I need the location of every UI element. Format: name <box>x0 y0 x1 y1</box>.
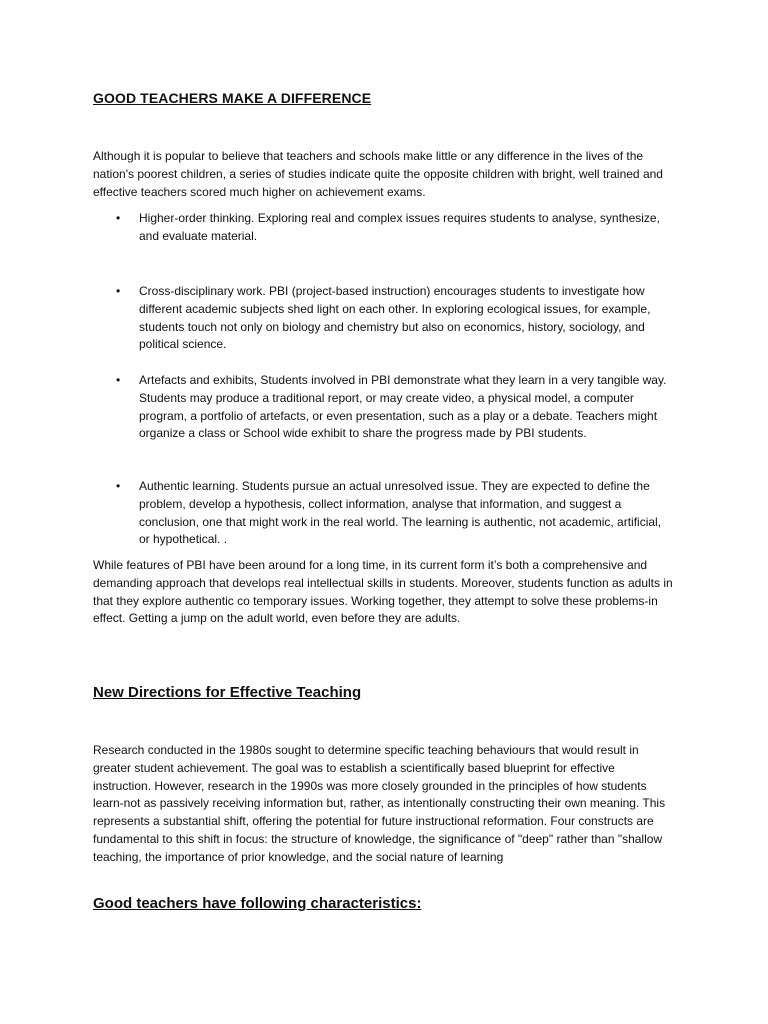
document-title: GOOD TEACHERS MAKE A DIFFERENCE <box>93 90 372 106</box>
list-item-text: Higher-order thinking. Exploring real and complex issues requires students to analyse, synthesize, and evaluate material. <box>139 211 660 243</box>
list-item-text: Cross-disciplinary work. PBI (project-based instruction) encourages students to investigate how different academic subjects shed light on each other. In exploring ecological issues, for example, students touch not only on biology and chemistry but also on economics, history, sociology, and political science. <box>139 284 651 352</box>
pbi-paragraph: While features of PBI have been around for a long time, in its current form it’s both a comprehensive and demanding approach that develops real intellectual skills in students. Moreover, students function as adults in that they explore authentic co temporary issues. Working together, they attempt to solve these problems-in effect. Getting a jump on the adult world, even before they are adults. <box>93 558 673 626</box>
list-item-text: Artefacts and exhibits, Students involved in PBI demonstrate what they learn in a very tangible way. Students may produce a traditional report, or may create video, a physical model, a computer program, a portfolio of artefacts, or even presentation, such as a play or a debate. Teachers might organize a class or School wide exhibit to share the progress made by PBI students. <box>139 373 667 441</box>
bullet-icon: • <box>116 373 121 387</box>
bullet-icon: • <box>116 211 121 225</box>
section-heading-new-directions: New Directions for Effective Teaching <box>93 684 362 701</box>
bullet-icon: • <box>116 284 121 298</box>
section-heading-characteristics: Good teachers have following characteristics: <box>93 895 422 912</box>
bullet-icon: • <box>116 479 121 493</box>
research-paragraph: Research conducted in the 1980s sought to determine specific teaching behaviours that would result in greater student achievement. The goal was to establish a scientifically based blueprint for effective instruction. However, research in the 1990s was more closely grounded in the principles of how students learn-not as passively receiving information but, rather, as intentionally constructing their own meaning. This represents a substantial shift, offering the potential for future instructional reformation. Four constructs are fundamental to this shift in focus: the structure of knowledge, the significance of "deep" rather than "shallow teaching, the importance of prior knowledge, and the social nature of learning <box>93 743 666 864</box>
intro-paragraph: Although it is popular to believe that teachers and schools make little or any difference in the lives of the nation's poorest children, a series of studies indicate quite the opposite children with bright, well trained and effective teachers scored much higher on achievement exams. <box>93 149 663 199</box>
list-item-text: Authentic learning. Students pursue an actual unresolved issue. They are expected to define the problem, develop a hypothesis, collect information, analyse that information, and suggest a conclusion, one that might work in the real world. The learning is authentic, not academic, artificial, or hypothetical. . <box>139 479 662 547</box>
